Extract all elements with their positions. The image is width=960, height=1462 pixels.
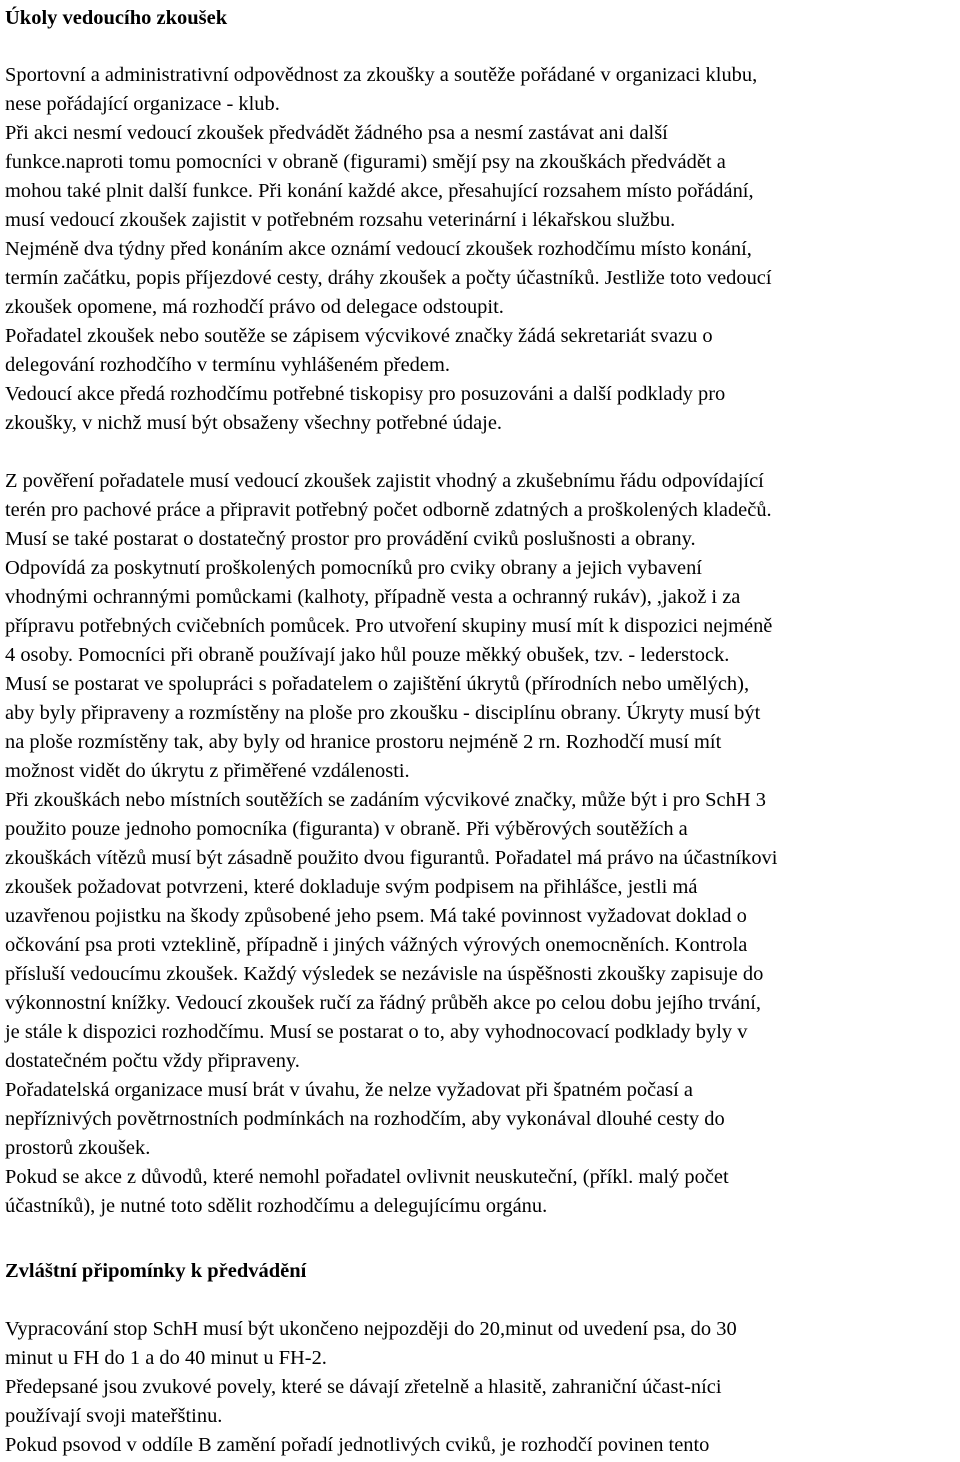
text-line: je stále k dispozici rozhodčímu. Musí se postarat o to, aby vyhodnocovací podklady byly v [5, 1021, 748, 1043]
text-line: nese pořádající organizace - klub. [5, 93, 280, 115]
text-line: Nejméně dva týdny před konáním akce oznámí vedoucí zkoušek rozhodčímu místo konání, [5, 238, 752, 260]
text-line: používají svoji mateřštinu. [5, 1405, 223, 1427]
section-special-notes [5, 1315, 959, 1460]
text-line: zkoušky, v nichž musí být obsaženy všechny potřebné údaje. [5, 412, 502, 434]
text-line: Při zkouškách nebo místních soutěžích se zadáním výcvikové značky, může být i pro SchH 3 [5, 789, 766, 811]
section-duties [5, 467, 959, 1221]
text-line: zkouškách vítězů musí být zásadně použito dvou figurantů. Pořadatel má právo na účastníkovi [5, 847, 778, 869]
text-line: vhodnými ochrannými pomůckami (kalhoty, případně vesta a ochranný rukáv), ,jakož i za [5, 586, 741, 608]
text-line: terén pro pachové práce a připravit potřebný počet odborně zdatných a proškolených kladečů. [5, 499, 772, 521]
text-line: Musí se také postarat o dostatečný prostor pro provádění cviků poslušnosti a obrany. [5, 528, 696, 550]
text-line: Pořadatelská organizace musí brát v úvahu, že nelze vyžadovat při špatném počasí a [5, 1079, 693, 1101]
text-line: Z pověření pořadatele musí vedoucí zkoušek zajistit vhodný a zkušebnímu řádu odpovídající [5, 470, 764, 492]
section-responsibilities [5, 61, 959, 438]
text-line: očkování psa proti vzteklině, případně i jiných vážných výrových onemocněních. Kontrola [5, 934, 748, 956]
text-line: výkonnostní knížky. Vedoucí zkoušek ručí za řádný průběh akce po celou dobu jejího trvání, [5, 992, 761, 1014]
text-line: Pokud se akce z důvodů, které nemohl pořadatel ovlivnit neuskuteční, (příkl. malý počet [5, 1166, 729, 1188]
text-line: minut u FH do 1 a do 40 minut u FH-2. [5, 1347, 327, 1369]
text-line: Pořadatel zkoušek nebo soutěže se zápisem výcvikové značky žádá sekretariát svazu o [5, 325, 713, 347]
text-line: delegování rozhodčího v termínu vyhlášeném předem. [5, 354, 450, 376]
text-line: možnost vidět do úkrytu z přiměřené vzdálenosti. [5, 760, 410, 782]
text-line: na ploše rozmístěny tak, aby byly od hranice prostoru nejméně 2 rn. Rozhodčí musí mít [5, 731, 722, 753]
text-line: Musí se postarat ve spolupráci s pořadatelem o zajištění úkrytů (přírodních nebo umělých), [5, 673, 750, 695]
text-line: mohou také plnit další funkce. Při konání každé akce, přesahující rozsahem místo pořádání, [5, 180, 754, 202]
text-line: účastníků), je nutné toto sdělit rozhodčímu a delegujícímu orgánu. [5, 1195, 548, 1217]
text-line: použito pouze jednoho pomocníka (figuranta) v obraně. Při výběrových soutěžích a [5, 818, 688, 840]
text-line: zkoušek požadovat potvrzeni, které dokladuje svým podpisem na přihlášce, jestli má [5, 876, 698, 898]
text-line: uzavřenou pojistku na škody způsobené jeho psem. Má také povinnost vyžadovat doklad o [5, 905, 747, 927]
text-line: přípravu potřebných cvičebních pomůcek. Pro utvoření skupiny musí mít k dispozici nejméně [5, 615, 773, 637]
text-line: zkoušek opomene, má rozhodčí právo od delegace odstoupit. [5, 296, 504, 318]
text-line: dostatečném počtu vždy připraveny. [5, 1050, 300, 1072]
text-line: přísluší vedoucímu zkoušek. Každý výsledek se nezávisle na úspěšnosti zkoušky zapisuje do [5, 963, 764, 985]
text-line: aby byly připraveny a rozmístěny na ploše pro zkoušku - disciplínu obrany. Úkryty musí být [5, 702, 761, 724]
text-line: nepříznivých povětrnostních podmínkách na rozhodčím, aby vykonával dlouhé cesty do [5, 1108, 725, 1130]
text-line: funkce.naproti tomu pomocníci v obraně (figurami) smějí psy na zkouškách předvádět a [5, 151, 726, 173]
page-title: Úkoly vedoucího zkoušek [5, 7, 228, 29]
text-line: Předepsané jsou zvukové povely, které se dávají zřetelně a hlasitě, zahraniční účast-níci [5, 1376, 722, 1398]
text-line: Při akci nesmí vedoucí zkoušek předvádět žádného psa a nesmí zastávat ani další [5, 122, 668, 144]
text-line: musí vedoucí zkoušek zajistit v potřebném rozsahu veterinární i lékařskou službu. [5, 209, 676, 231]
text-line: Pokud psovod v oddíle B zamění pořadí jednotlivých cviků, je rozhodčí povinen tento [5, 1434, 710, 1456]
section-heading-special-notes: Zvláštní připomínky k předvádění [5, 1260, 307, 1282]
text-line: Odpovídá za poskytnutí proškolených pomocníků pro cviky obrany a jejich vybavení [5, 557, 702, 579]
text-line: Vedoucí akce předá rozhodčímu potřebné tiskopisy pro posuzováni a další podklady pro [5, 383, 726, 405]
text-line: Sportovní a administrativní odpovědnost za zkoušky a soutěže pořádané v organizaci klubu, [5, 64, 758, 86]
text-line: termín začátku, popis příjezdové cesty, dráhy zkoušek a počty účastníků. Jestliže toto vedoucí [5, 267, 772, 289]
text-line: Vypracování stop SchH musí být ukončeno nejpozději do 20,minut od uvedení psa, do 30 [5, 1318, 737, 1340]
text-line: 4 osoby. Pomocníci při obraně používají jako hůl pouze měkký obušek, tzv. - lederstock. [5, 644, 730, 666]
text-line: prostorů zkoušek. [5, 1137, 151, 1159]
